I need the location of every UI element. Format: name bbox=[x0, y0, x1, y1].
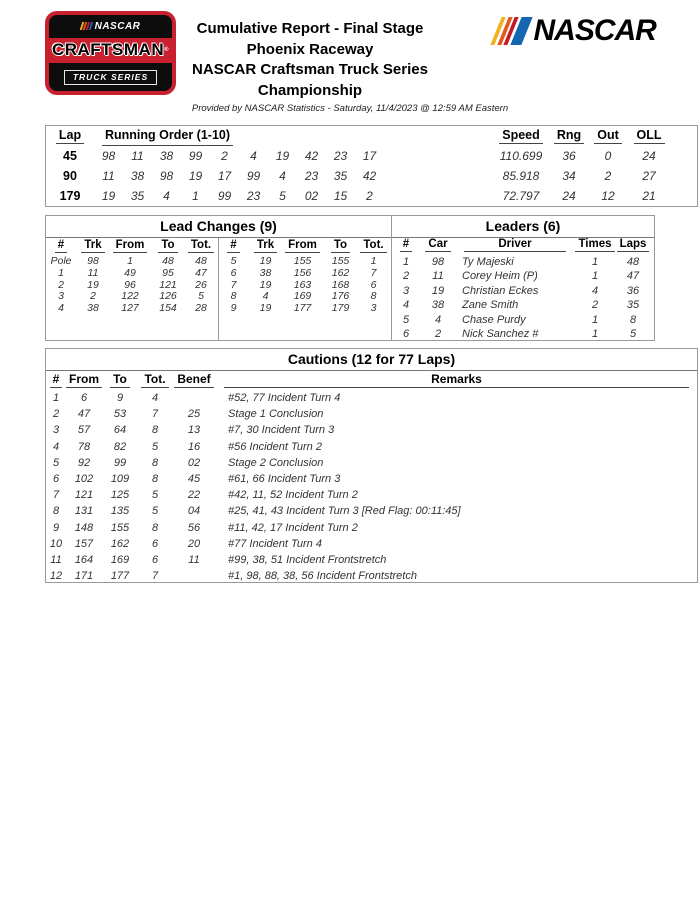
times-led: 1 bbox=[591, 256, 599, 268]
rank: 2 bbox=[402, 270, 410, 283]
speed-value: 85.918 bbox=[502, 169, 540, 183]
lap-value: 90 bbox=[63, 169, 77, 183]
from-lap: 171 bbox=[74, 570, 94, 583]
driver-name: Christian Eckes bbox=[462, 284, 539, 297]
change-num: 6 bbox=[230, 266, 237, 279]
laps-led: 5 bbox=[629, 328, 637, 341]
caution-num: 8 bbox=[52, 505, 60, 518]
caution-row bbox=[46, 503, 697, 519]
from-lap: 78 bbox=[77, 440, 91, 453]
lap-value: 179 bbox=[59, 189, 81, 203]
driver-name: Nick Sanchez # bbox=[462, 328, 539, 341]
col-header-num: # bbox=[219, 239, 249, 256]
leader-row bbox=[392, 255, 654, 269]
total-laps: 6 bbox=[151, 554, 159, 567]
leader-row bbox=[392, 269, 654, 283]
col-header-num: # bbox=[46, 372, 66, 390]
remarks: #77 Incident Turn 4 bbox=[228, 537, 322, 550]
laps-led: 47 bbox=[626, 270, 640, 283]
from-lap: 102 bbox=[74, 473, 94, 486]
car-number: 35 bbox=[130, 189, 145, 203]
rank: 6 bbox=[402, 328, 410, 341]
total-laps: 3 bbox=[370, 302, 377, 315]
beneficiary: 22 bbox=[187, 489, 201, 502]
car-number: 2 bbox=[221, 149, 228, 163]
col-header-to: To bbox=[102, 372, 138, 390]
speed-value: 110.699 bbox=[499, 149, 543, 163]
from-lap: 96 bbox=[124, 278, 136, 291]
change-num: 9 bbox=[230, 302, 237, 315]
leaders-table bbox=[391, 215, 655, 341]
from-lap: 156 bbox=[293, 266, 312, 279]
to-lap: 177 bbox=[110, 570, 130, 583]
rank: 3 bbox=[402, 284, 410, 297]
total-laps: 26 bbox=[195, 278, 207, 291]
from-lap: 155 bbox=[293, 255, 312, 267]
car-number: 02 bbox=[304, 189, 319, 203]
remarks: #25, 41, 43 Incident Turn 3 [Red Flag: 00:11:45] bbox=[228, 505, 461, 518]
col-header-driver: Driver bbox=[456, 238, 574, 255]
track-car: 19 bbox=[259, 302, 272, 315]
car-number: 19 bbox=[275, 149, 290, 163]
caution-row bbox=[46, 520, 697, 536]
caution-row bbox=[46, 471, 697, 487]
caution-num: 1 bbox=[52, 392, 60, 404]
caution-num: 4 bbox=[52, 440, 60, 453]
from-lap: 6 bbox=[80, 392, 88, 404]
report-title bbox=[110, 19, 510, 101]
total-laps: 7 bbox=[370, 266, 377, 279]
times-led: 4 bbox=[591, 284, 599, 297]
out-value: 2 bbox=[604, 169, 612, 183]
times-led: 2 bbox=[591, 299, 599, 312]
track-car: 38 bbox=[87, 302, 99, 315]
track-car: 11 bbox=[87, 266, 99, 279]
col-header-out: Out bbox=[587, 128, 629, 146]
running-order-values bbox=[94, 166, 491, 186]
col-header-tot: Tot. bbox=[138, 372, 172, 390]
car-number: 4 bbox=[279, 169, 286, 183]
caution-num: 3 bbox=[52, 424, 60, 437]
total-laps: 8 bbox=[151, 473, 159, 486]
car-number: 5 bbox=[279, 189, 286, 203]
caution-num: 11 bbox=[50, 554, 62, 567]
beneficiary: 04 bbox=[187, 505, 201, 518]
caution-row bbox=[46, 439, 697, 455]
running-order-row bbox=[46, 166, 697, 186]
to-lap: 48 bbox=[162, 255, 174, 267]
from-lap: 127 bbox=[121, 302, 139, 315]
car-number: 17 bbox=[362, 149, 377, 163]
to-lap: 126 bbox=[159, 290, 177, 303]
caution-row bbox=[46, 406, 697, 422]
caution-row bbox=[46, 390, 697, 406]
total-laps: 8 bbox=[151, 521, 159, 534]
caution-row bbox=[46, 455, 697, 471]
from-lap: 131 bbox=[74, 505, 94, 518]
to-lap: 53 bbox=[113, 408, 127, 421]
remarks: Stage 2 Conclusion bbox=[228, 456, 324, 469]
from-lap: 49 bbox=[124, 266, 136, 279]
lead-changes-right-rows bbox=[219, 256, 392, 315]
laps-led: 48 bbox=[626, 256, 640, 268]
car-number: 19 bbox=[188, 169, 203, 183]
change-num: 8 bbox=[230, 290, 237, 303]
beneficiary: 16 bbox=[187, 440, 201, 453]
cautions-table bbox=[45, 348, 698, 583]
car-number: 1 bbox=[192, 189, 199, 203]
total-laps: 5 bbox=[151, 440, 159, 453]
laps-led: 8 bbox=[629, 313, 637, 326]
truck-series-label: TRUCK SERIES bbox=[64, 67, 157, 85]
craftsman-wordmark: CRAFTSMAN® bbox=[49, 38, 172, 63]
caution-row bbox=[46, 568, 697, 584]
title-line-2: Phoenix Raceway bbox=[246, 40, 374, 58]
car-number: 11 bbox=[102, 169, 115, 183]
from-lap: 163 bbox=[293, 278, 312, 291]
running-order-table bbox=[45, 125, 698, 207]
nascar-color-bars-icon bbox=[79, 22, 93, 30]
title-line-1: Cumulative Report - Final Stage bbox=[196, 20, 424, 37]
to-lap: 162 bbox=[331, 266, 350, 279]
to-lap: 162 bbox=[110, 537, 130, 550]
driver-name: Ty Majeski bbox=[462, 256, 514, 268]
running-order-values bbox=[94, 146, 491, 166]
remarks: #61, 66 Incident Turn 3 bbox=[228, 473, 341, 486]
total-laps: 6 bbox=[370, 278, 377, 291]
from-lap: 157 bbox=[74, 537, 94, 550]
from-lap: 121 bbox=[74, 489, 94, 502]
change-num: 3 bbox=[58, 290, 64, 303]
to-lap: 121 bbox=[159, 278, 177, 291]
caution-num: 2 bbox=[52, 408, 60, 421]
title-line-3: NASCAR Craftsman Truck Series bbox=[192, 61, 428, 78]
col-header-num: # bbox=[46, 239, 76, 256]
to-lap: 168 bbox=[331, 278, 350, 291]
total-laps: 5 bbox=[151, 489, 159, 502]
leaders-header bbox=[392, 238, 654, 255]
driver-name: Chase Purdy bbox=[462, 313, 526, 326]
times-led: 1 bbox=[591, 270, 599, 283]
col-header-rng: Rng bbox=[551, 128, 587, 146]
car-number: 38 bbox=[130, 169, 145, 183]
lead-changes-left-rows bbox=[46, 256, 218, 315]
speed-value: 72.797 bbox=[502, 189, 540, 203]
car-number: 4 bbox=[434, 313, 442, 326]
to-lap: 125 bbox=[110, 489, 130, 502]
lead-change-row bbox=[219, 268, 392, 280]
car-number: 11 bbox=[432, 270, 444, 283]
remarks: #1, 98, 88, 38, 56 Incident Frontstretch bbox=[228, 570, 417, 583]
lead-changes-title: Lead Changes (9) bbox=[46, 216, 391, 238]
car-number: 2 bbox=[366, 189, 373, 203]
from-lap: 177 bbox=[293, 302, 312, 315]
col-header-trk: Trk bbox=[76, 239, 110, 256]
lead-changes-left bbox=[46, 238, 219, 341]
car-number: 42 bbox=[304, 149, 319, 163]
from-lap: 169 bbox=[293, 290, 312, 303]
caution-num: 6 bbox=[52, 473, 60, 486]
to-lap: 169 bbox=[110, 554, 130, 567]
car-number: 98 bbox=[159, 169, 174, 183]
lead-changes-body bbox=[46, 238, 391, 341]
col-header-car: Car bbox=[420, 238, 456, 255]
caution-row bbox=[46, 487, 697, 503]
car-number: 17 bbox=[217, 169, 232, 183]
car-number: 99 bbox=[217, 189, 232, 203]
to-lap: 135 bbox=[110, 505, 130, 518]
remarks: #99, 38, 51 Incident Frontstretch bbox=[228, 554, 387, 567]
beneficiary bbox=[172, 568, 216, 584]
rank: 1 bbox=[402, 256, 410, 268]
oll-value: 21 bbox=[642, 189, 656, 203]
remarks: Stage 1 Conclusion bbox=[228, 408, 324, 421]
leader-row bbox=[392, 327, 654, 341]
to-lap: 64 bbox=[113, 424, 127, 437]
total-laps: 6 bbox=[151, 537, 159, 550]
to-lap: 155 bbox=[331, 255, 350, 267]
caution-row bbox=[46, 552, 697, 568]
beneficiary: 11 bbox=[188, 554, 200, 567]
running-order-body bbox=[46, 146, 697, 206]
col-header-from: From bbox=[283, 239, 323, 256]
col-header-from: From bbox=[66, 372, 102, 390]
change-num: 7 bbox=[230, 278, 237, 291]
total-laps: 47 bbox=[195, 266, 207, 279]
track-car: 19 bbox=[87, 278, 99, 291]
total-laps: 5 bbox=[151, 505, 159, 518]
total-laps: 4 bbox=[151, 392, 159, 404]
driver-name: Corey Heim (P) bbox=[462, 270, 538, 283]
registered-mark: ® bbox=[164, 46, 170, 53]
change-num: 4 bbox=[58, 302, 64, 315]
to-lap: 9 bbox=[116, 392, 124, 404]
caution-num: 9 bbox=[52, 521, 60, 534]
car-number: 4 bbox=[250, 149, 257, 163]
leaders-title: Leaders (6) bbox=[392, 216, 654, 238]
total-laps: 8 bbox=[151, 456, 159, 469]
beneficiary: 02 bbox=[187, 456, 201, 469]
car-number: 38 bbox=[159, 149, 174, 163]
times-led: 1 bbox=[591, 313, 599, 326]
to-lap: 179 bbox=[331, 302, 350, 315]
car-number: 23 bbox=[333, 149, 348, 163]
track-car: 19 bbox=[259, 255, 272, 267]
total-laps: 28 bbox=[195, 302, 207, 315]
col-header-remarks: Remarks bbox=[216, 372, 697, 390]
track-car: 19 bbox=[259, 278, 272, 291]
change-num: 2 bbox=[58, 278, 64, 291]
running-order-row bbox=[46, 146, 697, 166]
col-header-to: To bbox=[323, 239, 359, 256]
caution-row bbox=[46, 422, 697, 438]
col-header-order: Running Order (1-10) bbox=[94, 128, 491, 146]
running-order-values bbox=[94, 186, 491, 206]
change-num: 1 bbox=[58, 266, 64, 279]
track-car: 98 bbox=[87, 255, 99, 267]
total-laps: 7 bbox=[151, 408, 159, 421]
car-number: 15 bbox=[333, 189, 348, 203]
times-led: 1 bbox=[591, 328, 599, 341]
nascar-wordmark-small: NASCAR bbox=[94, 20, 141, 32]
leader-row bbox=[392, 313, 654, 327]
track-car: 4 bbox=[262, 290, 269, 303]
change-num: Pole bbox=[50, 255, 72, 267]
laps-led: 35 bbox=[626, 299, 640, 312]
lead-changes-right bbox=[219, 238, 392, 341]
car-number: 19 bbox=[431, 284, 445, 297]
total-laps: 5 bbox=[198, 290, 204, 303]
rank: 5 bbox=[402, 313, 410, 326]
remarks: #42, 11, 52 Incident Turn 2 bbox=[228, 489, 358, 502]
leader-row bbox=[392, 284, 654, 298]
col-header-num: # bbox=[392, 238, 420, 255]
cautions-title: Cautions (12 for 77 Laps) bbox=[46, 349, 697, 371]
total-laps: 48 bbox=[195, 255, 207, 267]
car-number: 4 bbox=[163, 189, 170, 203]
title-line-4: Championship bbox=[257, 81, 363, 99]
car-number: 99 bbox=[246, 169, 261, 183]
nascar-wordmark: NASCAR bbox=[533, 14, 656, 47]
laps-led: 36 bbox=[626, 284, 640, 297]
from-lap: 164 bbox=[74, 554, 94, 567]
total-laps: 7 bbox=[151, 570, 159, 583]
col-header-lap: Lap bbox=[46, 128, 94, 146]
rank: 4 bbox=[402, 299, 410, 312]
provided-by-line: Provided by NASCAR Statistics - Saturday, 11/4/2023 @ 12:59 AM Eastern bbox=[191, 103, 509, 114]
running-order-header bbox=[46, 126, 697, 146]
col-header-laps: Laps bbox=[616, 238, 650, 255]
caution-num: 7 bbox=[52, 489, 60, 502]
caution-row bbox=[46, 536, 697, 552]
track-car: 2 bbox=[90, 290, 96, 303]
col-header-tot: Tot. bbox=[186, 239, 216, 256]
car-number: 98 bbox=[101, 149, 116, 163]
lead-change-row bbox=[219, 303, 392, 315]
total-laps: 8 bbox=[370, 290, 377, 303]
from-lap: 122 bbox=[121, 290, 139, 303]
out-value: 0 bbox=[604, 149, 612, 163]
change-num: 5 bbox=[230, 255, 237, 267]
beneficiary: 56 bbox=[187, 521, 201, 534]
col-header-tot: Tot. bbox=[359, 239, 389, 256]
to-lap: 176 bbox=[331, 290, 350, 303]
to-lap: 109 bbox=[110, 473, 130, 486]
oll-value: 27 bbox=[642, 169, 656, 183]
caution-num: 5 bbox=[52, 456, 60, 469]
col-header-speed: Speed bbox=[491, 128, 551, 146]
nascar-color-bars-icon bbox=[490, 17, 532, 45]
cautions-header bbox=[46, 371, 697, 390]
lap-value: 45 bbox=[63, 149, 77, 163]
from-lap: 1 bbox=[127, 255, 133, 267]
beneficiary: 20 bbox=[187, 537, 201, 550]
rng-value: 24 bbox=[562, 189, 576, 203]
col-header-times: Times bbox=[574, 238, 616, 255]
remarks: #56 Incident Turn 2 bbox=[228, 440, 322, 453]
leader-row bbox=[392, 298, 654, 312]
cautions-body bbox=[46, 390, 697, 584]
car-number: 23 bbox=[246, 189, 261, 203]
car-number: 23 bbox=[304, 169, 319, 183]
car-number: 19 bbox=[101, 189, 116, 203]
lead-changes-header bbox=[219, 239, 392, 256]
lead-change-row bbox=[46, 303, 218, 315]
from-lap: 57 bbox=[77, 424, 91, 437]
remarks: #11, 42, 17 Incident Turn 2 bbox=[228, 521, 358, 534]
lead-changes-table bbox=[45, 215, 392, 341]
nascar-logo bbox=[496, 14, 656, 47]
col-header-from: From bbox=[110, 239, 150, 256]
from-lap: 92 bbox=[77, 456, 91, 469]
lead-change-row bbox=[46, 268, 218, 280]
col-header-benef: Benef bbox=[172, 372, 216, 390]
lead-changes-header bbox=[46, 239, 218, 256]
to-lap: 82 bbox=[113, 440, 127, 453]
beneficiary: 25 bbox=[187, 408, 201, 421]
beneficiary: 45 bbox=[187, 473, 201, 486]
car-number: 35 bbox=[333, 169, 348, 183]
car-number: 99 bbox=[188, 149, 203, 163]
remarks: #52, 77 Incident Turn 4 bbox=[228, 392, 341, 404]
car-number: 11 bbox=[131, 149, 144, 163]
total-laps: 1 bbox=[370, 255, 377, 267]
rng-value: 34 bbox=[562, 169, 576, 183]
col-header-oll: OLL bbox=[629, 128, 669, 146]
beneficiary bbox=[172, 390, 216, 406]
caution-num: 10 bbox=[49, 537, 63, 550]
beneficiary: 13 bbox=[187, 424, 201, 437]
total-laps: 8 bbox=[151, 424, 159, 437]
rng-value: 36 bbox=[562, 149, 576, 163]
remarks: #7, 30 Incident Turn 3 bbox=[228, 424, 335, 437]
to-lap: 99 bbox=[113, 456, 127, 469]
car-number: 98 bbox=[431, 256, 445, 268]
car-number: 38 bbox=[431, 299, 445, 312]
caution-num: 12 bbox=[49, 570, 63, 583]
car-number: 42 bbox=[362, 169, 377, 183]
leaders-body bbox=[392, 255, 654, 341]
to-lap: 95 bbox=[162, 266, 174, 279]
car-number: 2 bbox=[434, 328, 442, 341]
running-order-row bbox=[46, 186, 697, 206]
track-car: 38 bbox=[259, 266, 272, 279]
oll-value: 24 bbox=[642, 149, 656, 163]
col-header-trk: Trk bbox=[249, 239, 283, 256]
driver-name: Zane Smith bbox=[462, 299, 519, 312]
from-lap: 47 bbox=[77, 408, 91, 421]
out-value: 12 bbox=[601, 189, 615, 203]
to-lap: 155 bbox=[110, 521, 130, 534]
col-header-to: To bbox=[150, 239, 186, 256]
to-lap: 154 bbox=[159, 302, 177, 315]
from-lap: 148 bbox=[74, 521, 94, 534]
